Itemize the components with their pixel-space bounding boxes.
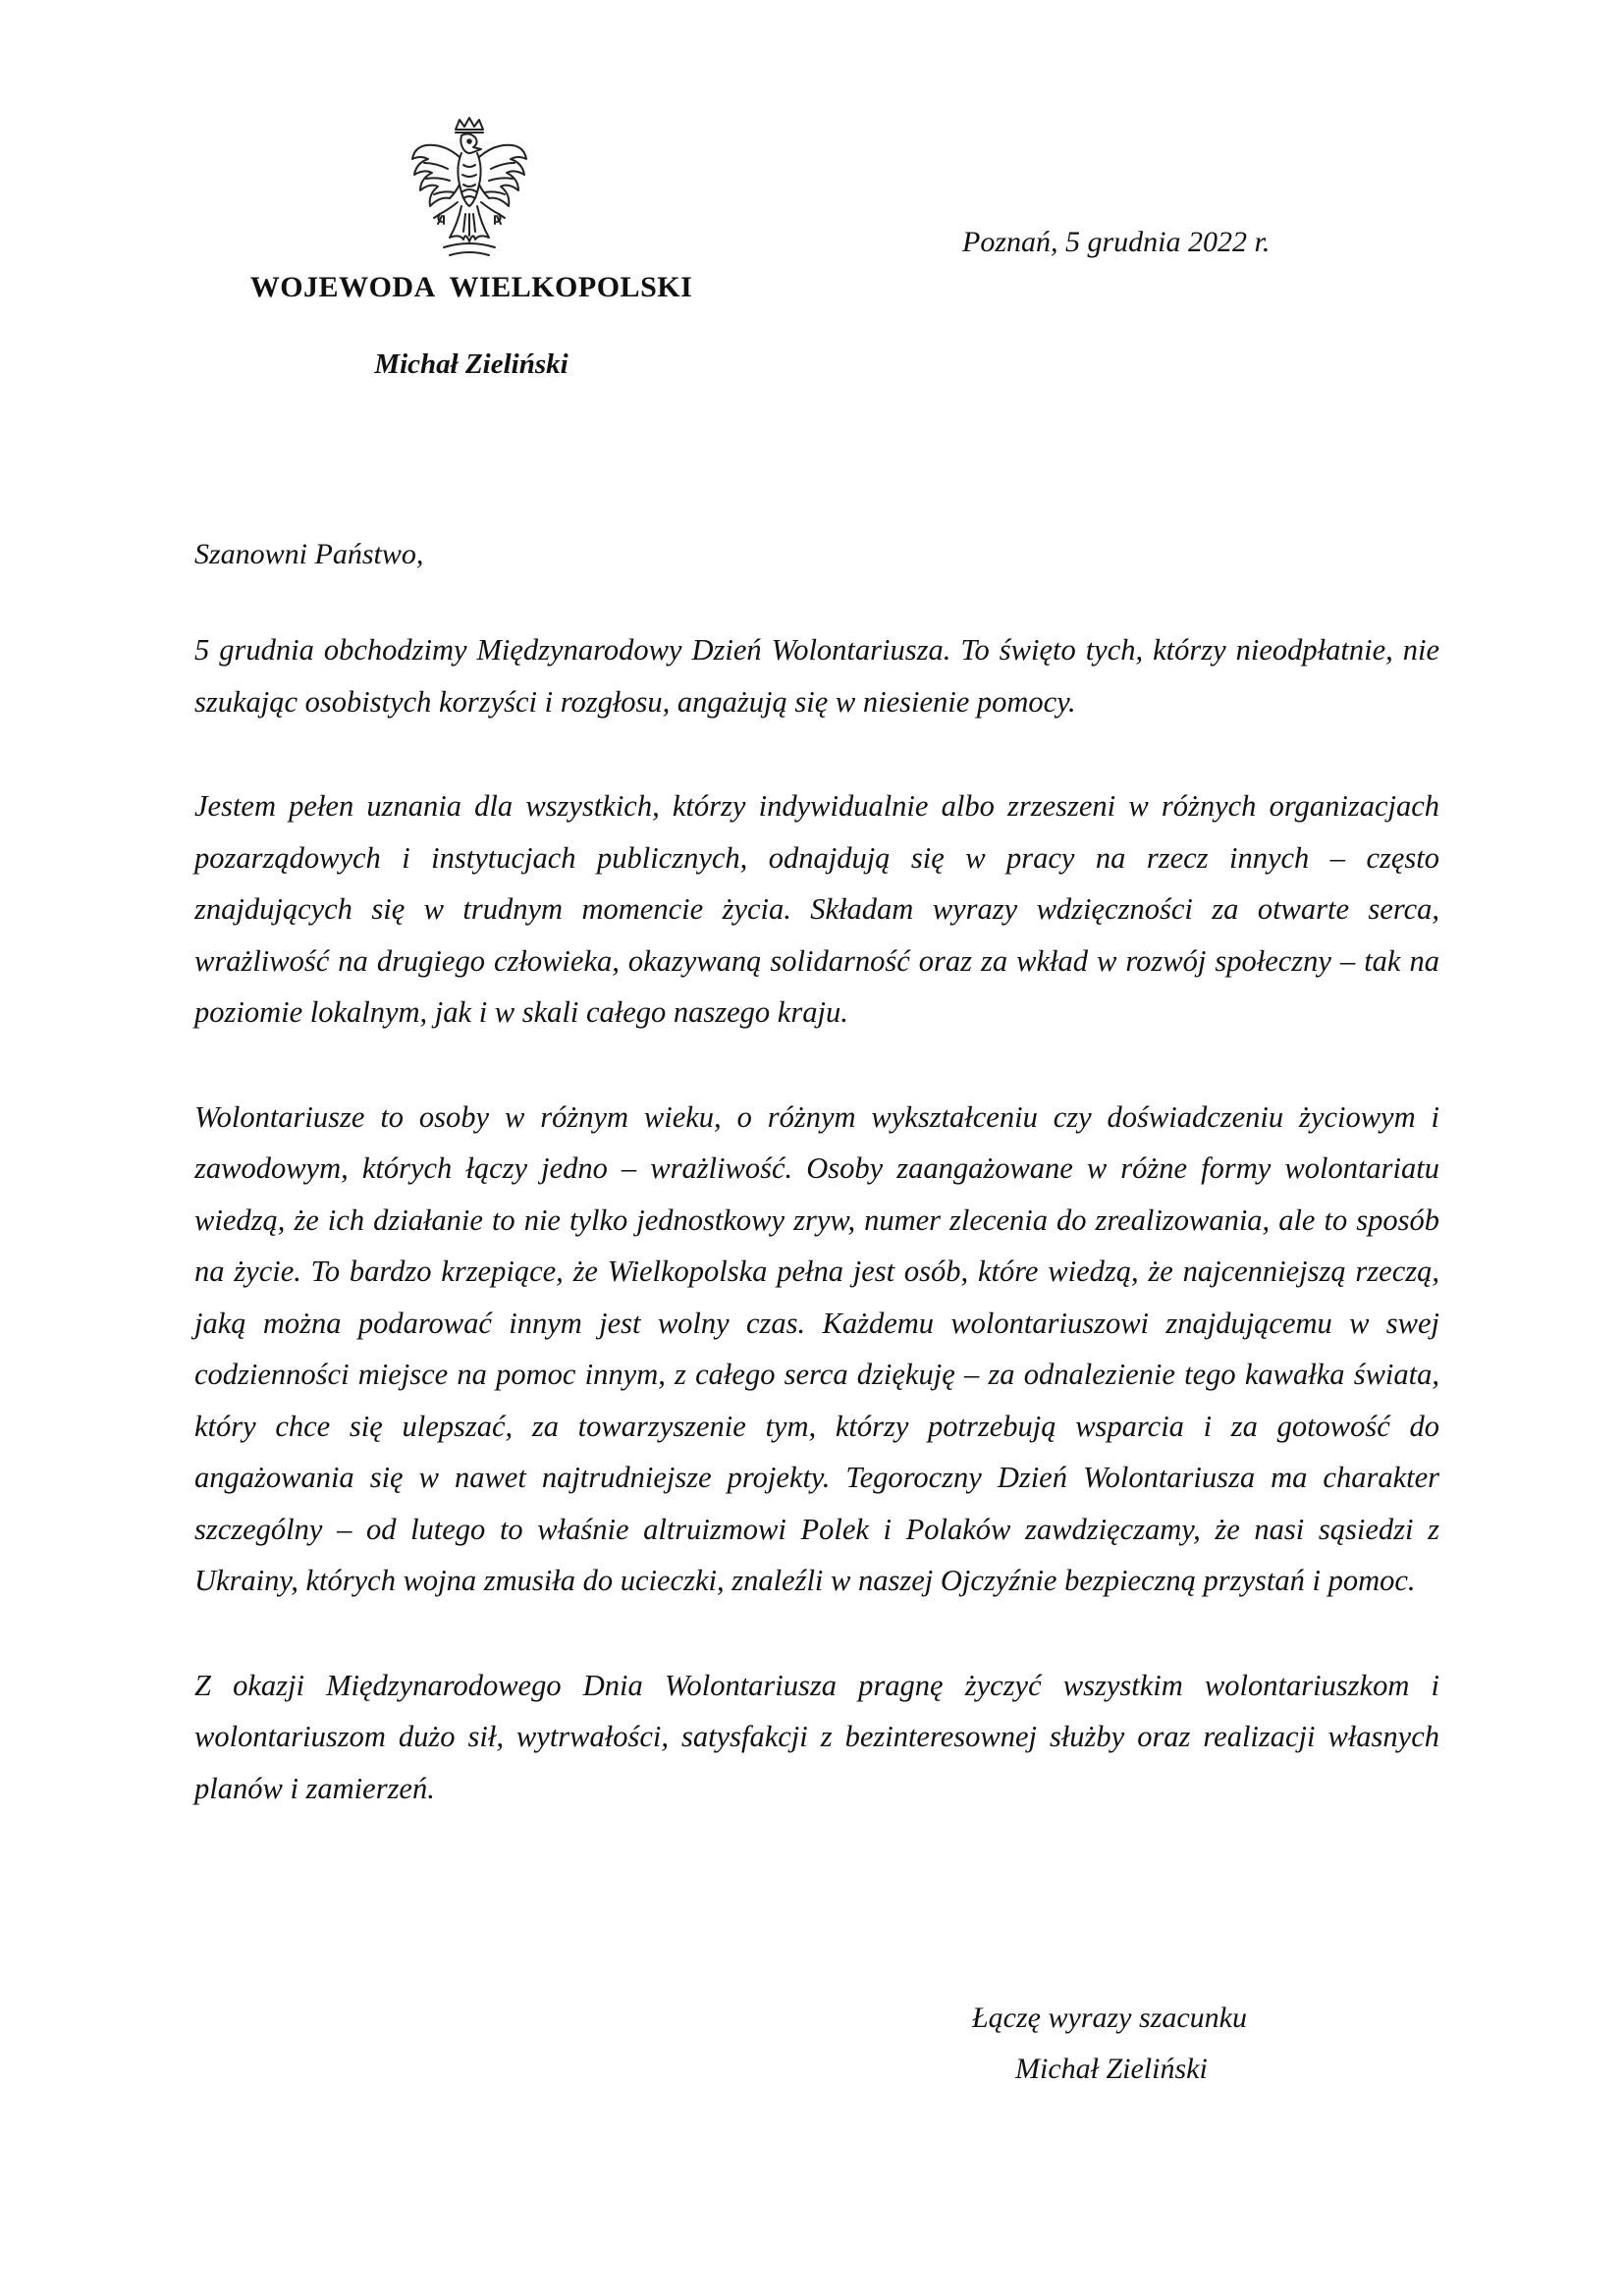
office-title: WOJEWODA WIELKOPOLSKI [249,271,693,303]
closing-signature: Michał Zieliński [1015,2053,1208,2085]
letter-body [194,624,1439,1867]
white-eagle-emblem-icon [405,116,534,263]
dateline: Poznań, 5 grudnia 2022 r. [962,226,1271,258]
paragraph: Z okazji Międzynarodowego Dnia Wolontariusza pragnę życzyć wszystkim wolontariuszkom i wolontariuszom dużo sił, wytrwałości, satysfakcji z bezinteresownej służby oraz realizacji własnych planów i zamierzeń. [194,1668,1439,1805]
paragraph: 5 grudnia obchodzimy Międzynarodowy Dzień Wolontariusza. To święto tych, którzy nieodpłatnie, nie szukając osobistych korzyści i rozgłosu, angażują się w niesienie pomocy. [194,633,1439,719]
closing-block [972,1993,1326,2095]
paragraph: Jestem pełen uznania dla wszystkich, którzy indywidualnie albo zrzeszeni w różnych organizacjach pozarządowych i instytucjach publicznych, odnajdują się w pracy na rzecz innych – często znajdujących się w trudnym momencie życia. Składam wyrazy wdzięczności za otwarte serca, wrażliwość na drugiego człowieka, okazywaną solidarność oraz za wkład w rozwój społeczny – tak na poziomie lokalnym, jak i w skali całego naszego kraju. [194,789,1439,1029]
paragraph: Wolontariusze to osoby w różnym wieku, o różnym wykształceniu czy doświadczeniu życiowym i zawodowym, których łączy jedno – wrażliwość. Osoby zaangażowane w różne formy wolontariatu wiedzą, że ich działanie to nie tylko jednostkowy zryw, numer zlecenia do zrealizowania, ale to sposób na życie. To bardzo krzepiące, że Wielkopolska pełna jest osób, które wiedzą, że najcenniejszą rzeczą, jaką można podarować innym jest wolny czas. Każdemu wolontariuszowi znajdującemu w swej codzienności miejsce na pomoc innym, z całego serca dziękuję – za odnalezienie tego kawałka świata, który chce się ulepszać, za towarzyszenie tym, którzy potrzebują wsparcia i za gotowość do angażowania się w nawet najtrudniejsze projekty. Tegoroczny Dzień Wolontariusza ma charakter szczególny – od lutego to właśnie altruizmowi Polek i Polaków zawdzięczamy, że nasi sąsiedzi z Ukrainy, których wojna zmusiła do ucieczki, znaleźli w naszej Ojczyźnie bezpieczną przystań i pomoc. [194,1099,1439,1597]
office-person-name: Michał Zieliński [374,348,568,380]
salutation: Szanowni Państwo, [194,538,424,570]
closing-greeting: Łączę wyrazy szacunku [972,2002,1247,2034]
